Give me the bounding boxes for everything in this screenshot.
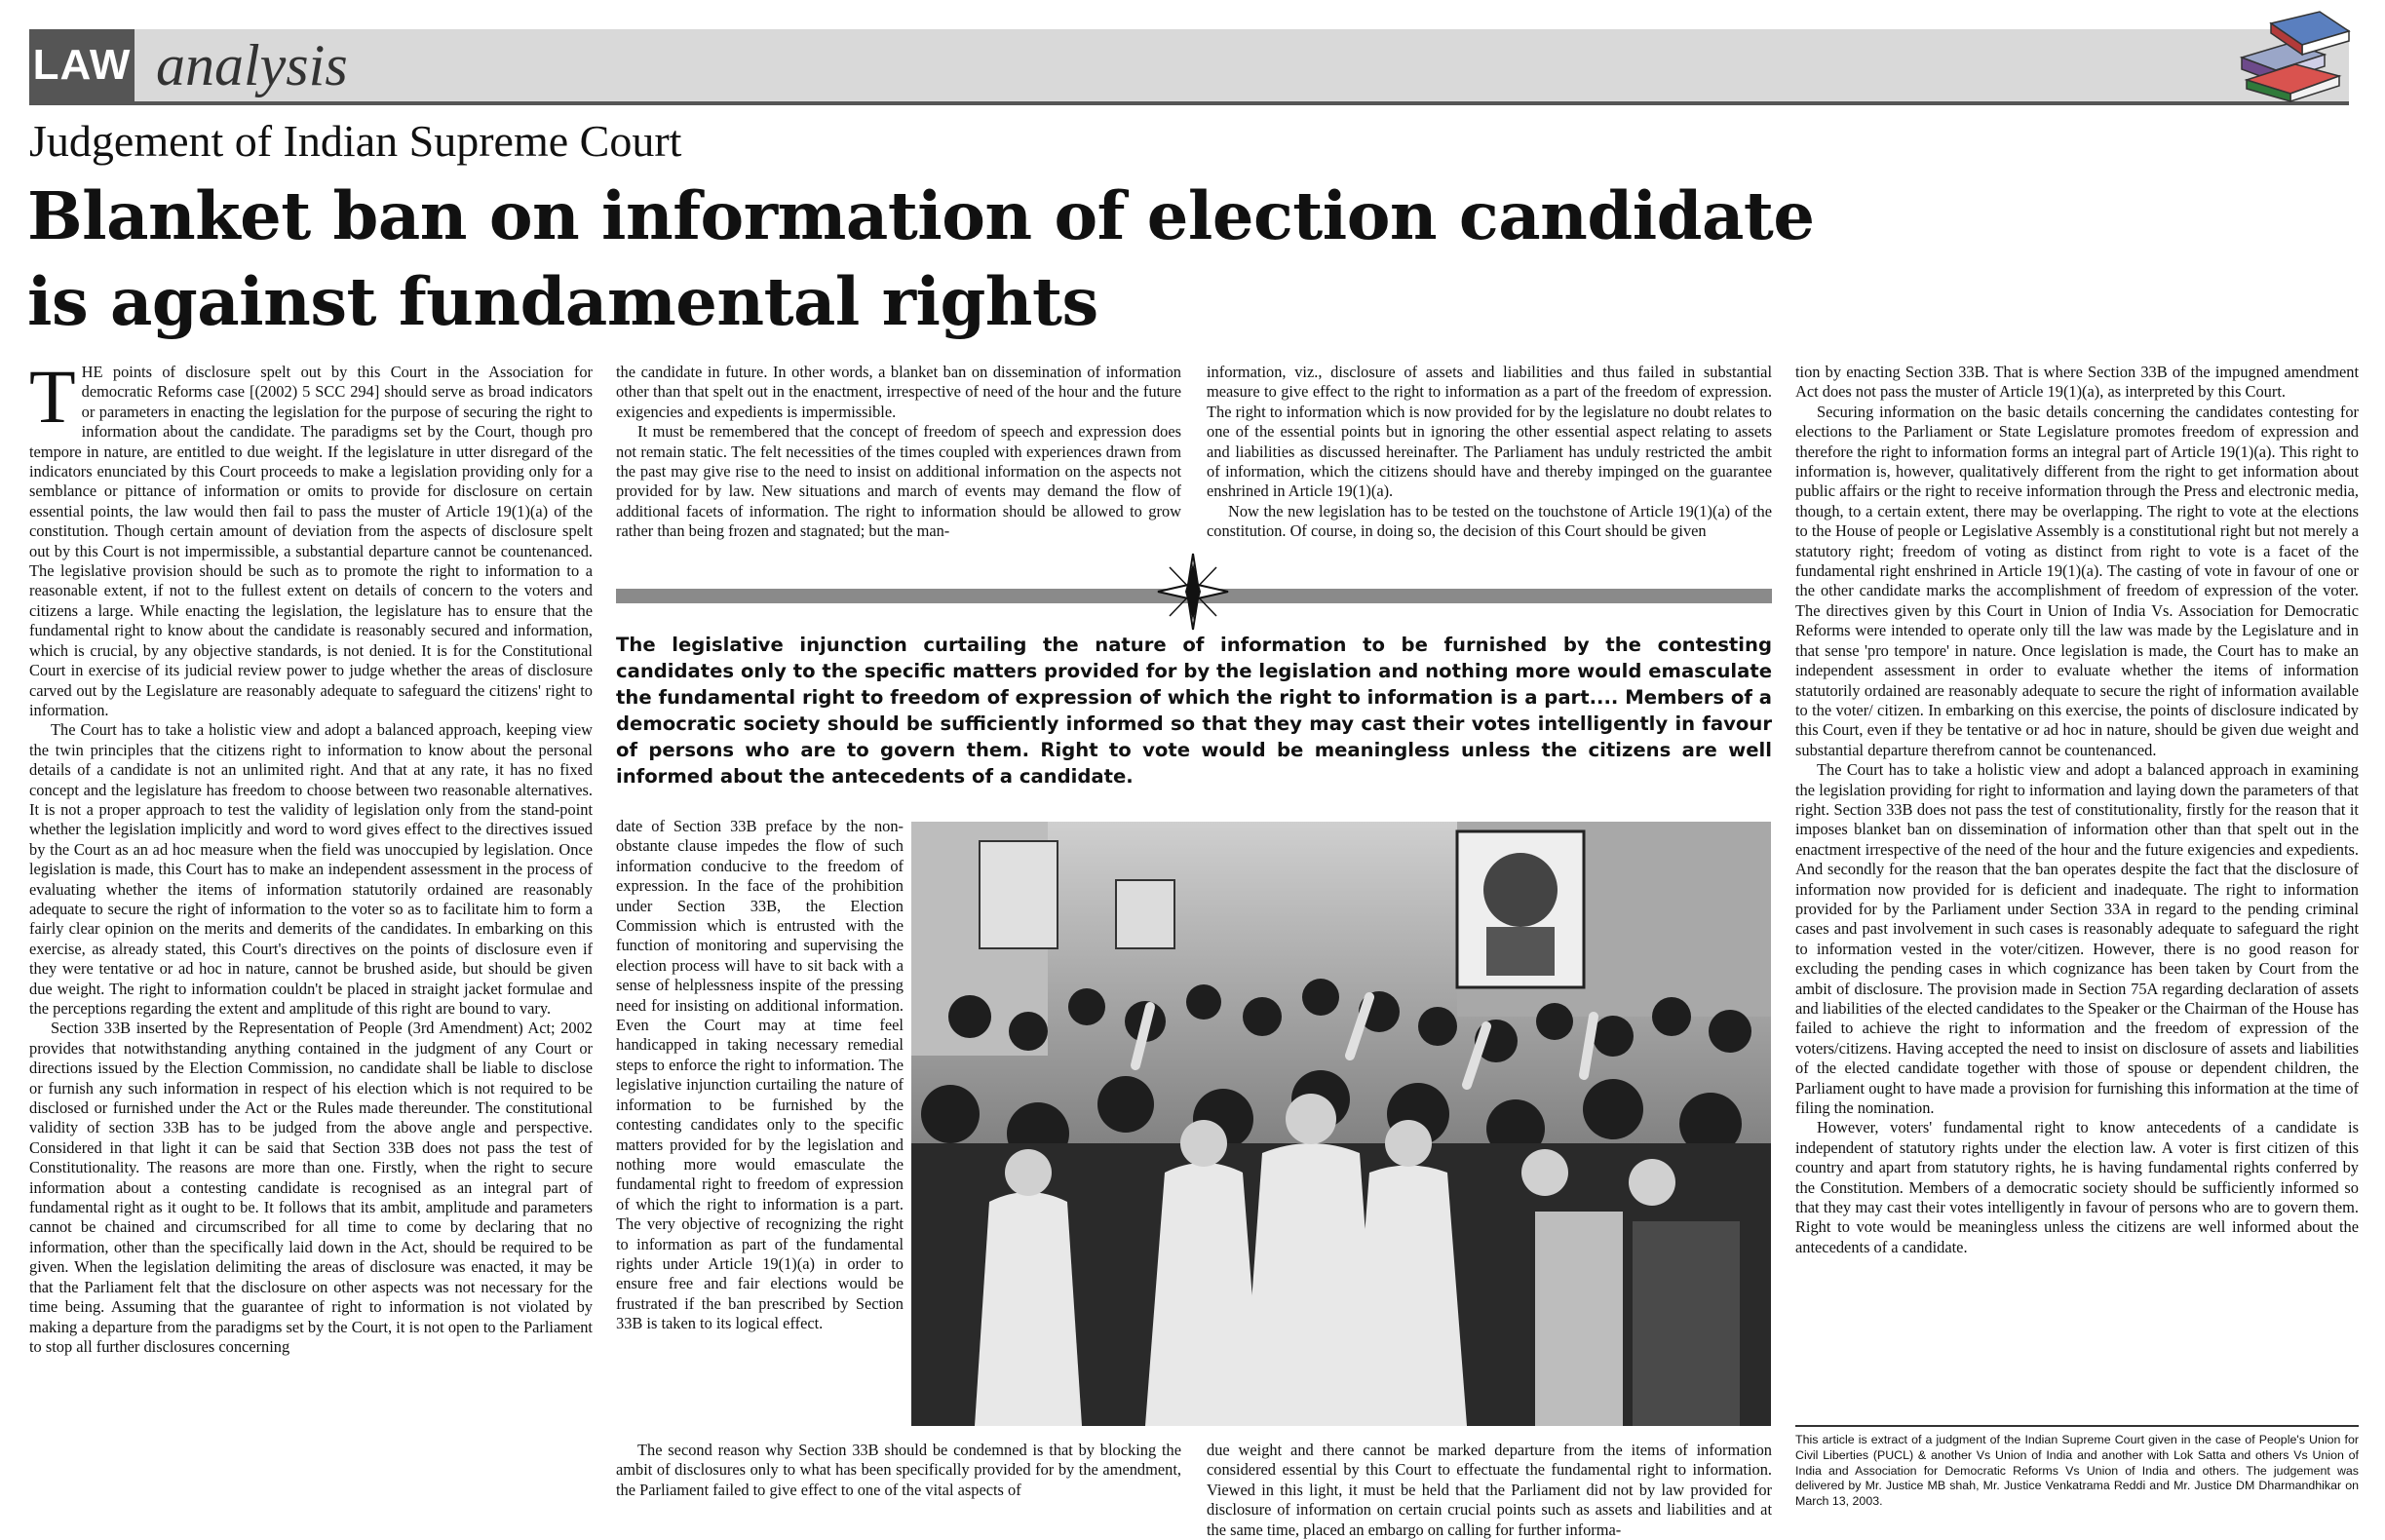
source-note: This article is extract of a judgment of the Indian Supreme Court given in the case of People's Union for Civil Liberties (PUCL) & another Vs Union of India and another with Lok Satta and others Vs Union of India and Association for Democratic Reforms Vs Union of India and others. The judgement was delivered by Mr. Justice MB shah, Mr. Justice Venkatrama Reddi and Mr. Justice DM Dharmandhikar on March 13, 2003. <box>1795 1425 2359 1510</box>
paragraph: due weight and there cannot be marked departure from the items of information considered essential by this Court to effectuate the fundamental right to information. Viewed in this light, it must be held that the Parliament did not by law provided for disclosure of information on certain crucial points such as assets and liabilities and at the same time, placed an embargo on calling for further informa- <box>1207 1441 1772 1539</box>
paragraph: the candidate in future. In other words, a blanket ban on dissemination of information other than that spelt out in the enactment, irrespective of need of the hour and the future exigencies and expedients is impermissible. <box>616 363 1181 421</box>
paragraph: However, voters' fundamental right to know antecedents of a candidate is independent of statutory rights under the election law. A voter is first citizen of this country and apart from statutory rights, he is having fundamental rights conferred by the Constitution. Members of a democratic society should be sufficiently informed so that they may cast their votes intelligently in favour of persons who are to govern them. Right to vote would be meaningless unless the citizens are well informed about the antecedents of a candidate. <box>1795 1118 2359 1256</box>
paragraph: The second reason why Section 33B should be condemned is that by blocking the ambit of disclosures only to what has been specifically provided for by the amendment, the Parliament failed to give effect to one of the vital aspects of <box>616 1441 1181 1499</box>
paragraph: tion by enacting Section 33B. That is where Section 33B of the impugned amendment Act does not pass the muster of Article 19(1)(a), as interpreted by this Court. <box>1795 363 2359 402</box>
paragraph: It must be remembered that the concept of freedom of speech and expression does not remain static. The felt necessities of the times coupled with experiences drawn from the past may give rise to the need to insist on additional information on the aspects not provided for by law. New situations and march of events may demand the flow of additional facets of information. The right to information should be allowed to grow rather than being frozen and stagnated; but the man- <box>616 422 1181 541</box>
books-icon <box>2232 4 2359 101</box>
rally-photo <box>911 822 1771 1426</box>
column-2-bottom <box>616 1441 1181 1528</box>
kicker: Judgement of Indian Supreme Court <box>29 116 682 166</box>
paragraph: The Court has to take a holistic view and adopt a balanced approach, keeping view the twin principles that the citizens right to information to know about the personal details of a candidate is not an unlimited right. And that at any rate, it has no fixed concept and the legislature has freedom to choose between two reasonable alternatives. It is not a proper approach to test the validity of legislation only from the stand-point whether the legislation implicitly and word to word gives effect to the directives issued by the Court as an ad hoc measure when the field was unoccupied by legislation. Once legislation is made, this Court has to make an independent assessment in the process of evaluating whether the items of information statutorily ordained are reasonably adequate to secure the right of information to the voter so as to facilitate him to form a fairly clear opinion on the merits and demerits of the candidates. In embarking on this exercise, as already stated, this Court's directives on the points of disclosure even if they were tentative or ad hoc in nature, cannot be brushed aside, but should be given due weight. The right to information couldn't be placed in straight jacket formulae and the perceptions regarding the extent and amplitude of this right are bound to vary. <box>29 720 593 1018</box>
column-4 <box>1795 363 2359 1417</box>
column-2-top <box>616 363 1181 558</box>
headline-line-1: Blanket ban on information of election candidate <box>27 177 1815 254</box>
section-name: analysis <box>156 33 348 97</box>
paragraph: The Court has to take a holistic view and adopt a balanced approach in examining the legislation providing for right to information and laying down the parameters of that right. Section 33B does not pass the test of constitutionality, firstly for the reason that it imposes blanket ban on dissemination of information other than that spelt out in the enactment irrespective of the need of the hour and the future exigencies and expedients. And secondly for the reason that the ban operates despite the fact that the disclosure of information now provided for is deficient and inadequate. The right to information provided for by the Parliament under Section 33A in regard to the pending criminal cases and past involvement in such cases is reasonably adequate to safeguard the right to information vested in the voter/citizen. However, there is no good reason for excluding the pending cases in which cognizance has been taken by Court from the ambit of disclosure. The provision made in Section 75A regarding declaration of assets and liabilities of the elected candidates to the Speaker or the Chairman of the House has failed to achieve the right to information and the freedom of expression of the voters/citizens. Having accepted the need to insist on disclosure of assets and liabilities of the elected candidate together with those of spouse or dependent children, the Parliament ought to have made a provision for furnishing this information at the time of filing the nomination. <box>1795 760 2359 1118</box>
paragraph: information, viz., disclosure of assets and liabilities and thus failed in substantial measure to give effect to the right to information as a part of the freedom of expression. The right to information which is now provided for by the legislature no doubt relates to one of the essential points but in ignoring the other essential aspect relating to assets and liabilities as discussed hereinafter. The Parliament has unduly restricted the ambit of information, which the citizens should have and thereby impinged on the guarantee enshrined in Article 19(1)(a). <box>1207 363 1772 501</box>
column-3-bottom <box>1207 1441 1772 1539</box>
paragraph: Now the new legislation has to be tested on the touchstone of Article 19(1)(a) of the constitution. Of course, in doing so, the decision of this Court should be given <box>1207 501 1772 541</box>
headline <box>27 173 1977 345</box>
star-ornament-icon <box>1158 554 1228 630</box>
column-1 <box>29 354 593 1527</box>
column-3-top <box>1207 363 1772 558</box>
pull-quote: The legislative injunction curtailing the nature of information to be furnished by the contesting candidates only to the specific matters provided for by the legislation and nothing more would emasculate the fundamental right to freedom of expression of which the right to information is a part.... Members of a democratic society should be sufficiently informed so that they may cast their votes intelligently in favour of persons who are to govern them. Right to vote would be meaningless unless the citizens are well informed about the antecedents of a candidate. <box>616 634 1772 788</box>
paragraph: Section 33B inserted by the Representation of People (3rd Amendment) Act; 2002 provides that notwithstanding anything contained in the judgment of any Court or directions issued by the Election Commission, no candidate shall be liable to disclose or furnish any such information in respect of his election which is not required to be disclosed or furnished under the Act or the Rules made thereunder. The constitutional validity of section 33B has to be judged from the above angle and perspective. Considered in that light it can be said that Section 33B does not pass the test of Constitutionality. The reasons are more than one. Firstly, when the right to secure information about a contesting candidate is recognised as an integral part of fundamental right as it ought to be. It follows that its ambit, amplitude and parameters cannot be chained and circumscribed for all time to come by declaring that no information, other than the specifically laid down in the Act, should be required to be given. When the legislation delimiting the areas of disclosure was enacted, it may be that the Parliament felt that the disclosure on other aspects was not necessary for the time being. Assuming that the guarantee of right to information is not violated by making a departure from the paradigms set by the Court, it is not open to the Parliament to stop all further disclosures concerning <box>29 1019 593 1356</box>
paragraph: THE points of disclosure spelt out by this Court in the Association for democratic Reforms case [(2002) 5 SCC 294] should serve as broad indicators or parameters in enacting the legislation for the purpose of securing the right to information about the candidate. The paradigms set by the Court, though pro tempore in nature, are entitled to due weight. If the legislature in utter disregard of the indicators enunciated by this Court proceeds to make a legislation providing only for a semblance or pittance of information or omits to provide for disclosure on certain essential points, the law would then fail to pass the muster of Article 19(1)(a) of the constitution. Though certain amount of deviation from the aspects of disclosure spelt out by this Court is not impermissible, a substantial departure cannot be countenanced. The legislative provision should be such as to promote the right to information to a reasonable extent, if not to the fullest extent on details of concern to the voters and citizens a large. While enacting the legislation, the legislature has to ensure that the fundamental right to know about the candidate is reasonably secured and information, which is crucial, by any objective standards, is not denied. It is for the Constitutional Court in exercise of its judicial review power to judge whether the areas of disclosure carved out by the Legislature are reasonably adequate to safeguard the citizens' right to information. <box>29 354 593 719</box>
paragraph: Securing information on the basic details concerning the candidates contesting for elections to the Parliament or State Legislature promotes freedom of expression and therefore the right to information forms an integral part of Article 19(1)(a). This right to information is, however, qualitatively different from the right to get information about public affairs or the right to receive information through the Press and electronic media, though, to a certain extent, there may be overlapping. The right to vote at the elections to the House of people or Legislative Assembly is a constitutional right but not merely a statutory right; freedom of voting as distinct from right to vote is a facet of the fundamental right enshrined in Article 19(1)(a). The casting of vote in favour of one or the other candidate marks the accomplishment of freedom of expression of the voter. The directives given by this Court in Union of India Vs. Association for Democratic Reforms were intended to operate only till the law was made by the Legislature and in that sense 'pro tempore' in nature. Once legislation is made, the Court has to make an independent assessment in order to evaluate whether the items of information statutorily ordained are reasonably adequate to secure the right of information available to the voter/ citizen. In embarking on this exercise, the points of disclosure indicated by this Court, even if they be tentative or ad hoc in nature, should be given due weight and substantial departure therefrom cannot be countenanced. <box>1795 402 2359 759</box>
headline-line-2: is against fundamental rights <box>27 263 1098 340</box>
dropcap: T <box>29 354 76 439</box>
paragraph: date of Section 33B preface by the non-obstante clause impedes the flow of such information conducive to the freedom of expression. In the face of the prohibition under Section 33B, the Election Commission which is entrusted with the function of monitoring and supervising the election process will have to sit back with a sense of helplessness inspite of the pressing need for insisting on additional information. Even the Court may at time feel handicapped in taking necessary remedial steps to enforce the right to information. The legislative injunction curtailing the nature of information to be furnished by the contesting candidates only to the specific matters provided for by the legislation and nothing more would emasculate the fundamental right to freedom of expression of which the right to information is a part. The very objective of recognizing the right to information as part of the fundamental rights under Article 19(1)(a) in order to ensure free and fair elections would be frustrated if the ban prescribed by Section 33B is taken to its logical effect. <box>616 817 904 1333</box>
column-2-middle <box>616 817 904 1441</box>
section-banner <box>29 29 2349 105</box>
section-tag: LAW <box>29 29 135 101</box>
